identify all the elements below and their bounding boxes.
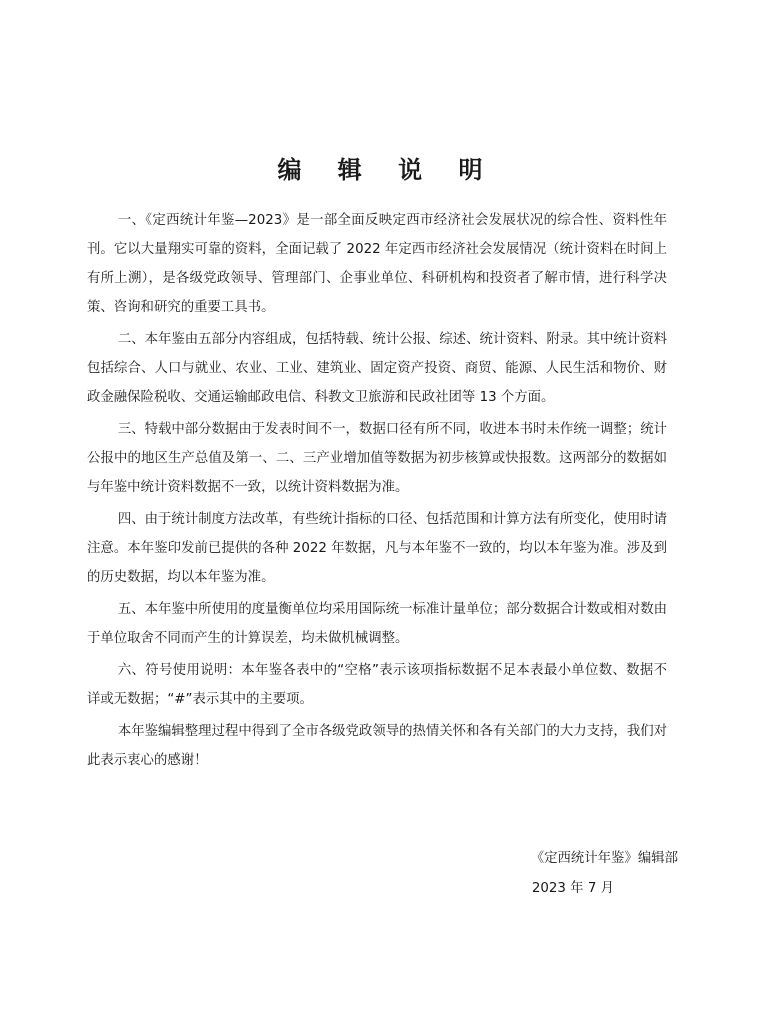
signature: 《定西统计年鉴》编辑部: [530, 851, 678, 866]
document-body: [87, 206, 667, 778]
paragraph-2: 二、本年鉴由五部分内容组成，包括特载、统计公报、综述、统计资料、附录。其中统计资料包括综合、人口与就业、农业、工业、建筑业、固定资产投资、商贸、能源、人民生活和物价、财政金融保险税收、交通运输邮政电信、科教文卫旅游和民政社团等 13 个方面。: [87, 332, 667, 405]
paragraph-5: 五、本年鉴中所使用的度量衡单位均采用国际统一标准计量单位；部分数据合计数或相对数由于单位取舍不同而产生的计算误差，均未做机械调整。: [87, 602, 667, 646]
paragraph-6: 六、符号使用说明：本年鉴各表中的“空格”表示该项指标数据不足本表最小单位数、数据不详或无数据；“#”表示其中的主要项。: [87, 663, 667, 707]
paragraph-1: 一、《定西统计年鉴—2023》是一部全面反映定西市经济社会发展状况的综合性、资料性年刊。它以大量翔实可靠的资料，全面记载了 2022 年定西市经济社会发展情况（统计资料在时间上有所上溯），是各级党政领导、管理部门、企事业单位、科研机构和投资者了解市情，进行科学决策、咨询和研究的重要工具书。: [87, 213, 667, 315]
paragraph-4: 四、由于统计制度方法改革，有些统计指标的口径、包括范围和计算方法有所变化，使用时请注意。本年鉴印发前已提供的各种 2022 年数据，凡与本年鉴不一致的，均以本年鉴为准。涉及到的历史数据，均以本年鉴为准。: [87, 512, 667, 585]
paragraph-acknowledgement: 本年鉴编辑整理过程中得到了全市各级党政领导的热情关怀和各有关部门的大力支持，我们对此表示衷心的感谢！: [87, 724, 667, 768]
page-title: 编 辑 说 明: [277, 155, 497, 184]
paragraph-3: 三、特载中部分数据由于发表时间不一，数据口径有所不同，收进本书时未作统一调整；统计公报中的地区生产总值及第一、二、三产业增加值等数据为初步核算或快报数。这两部分的数据如与年鉴中统计资料数据不一致，以统计资料数据为准。: [87, 422, 667, 495]
date: 2023 年 7 月: [531, 881, 614, 896]
